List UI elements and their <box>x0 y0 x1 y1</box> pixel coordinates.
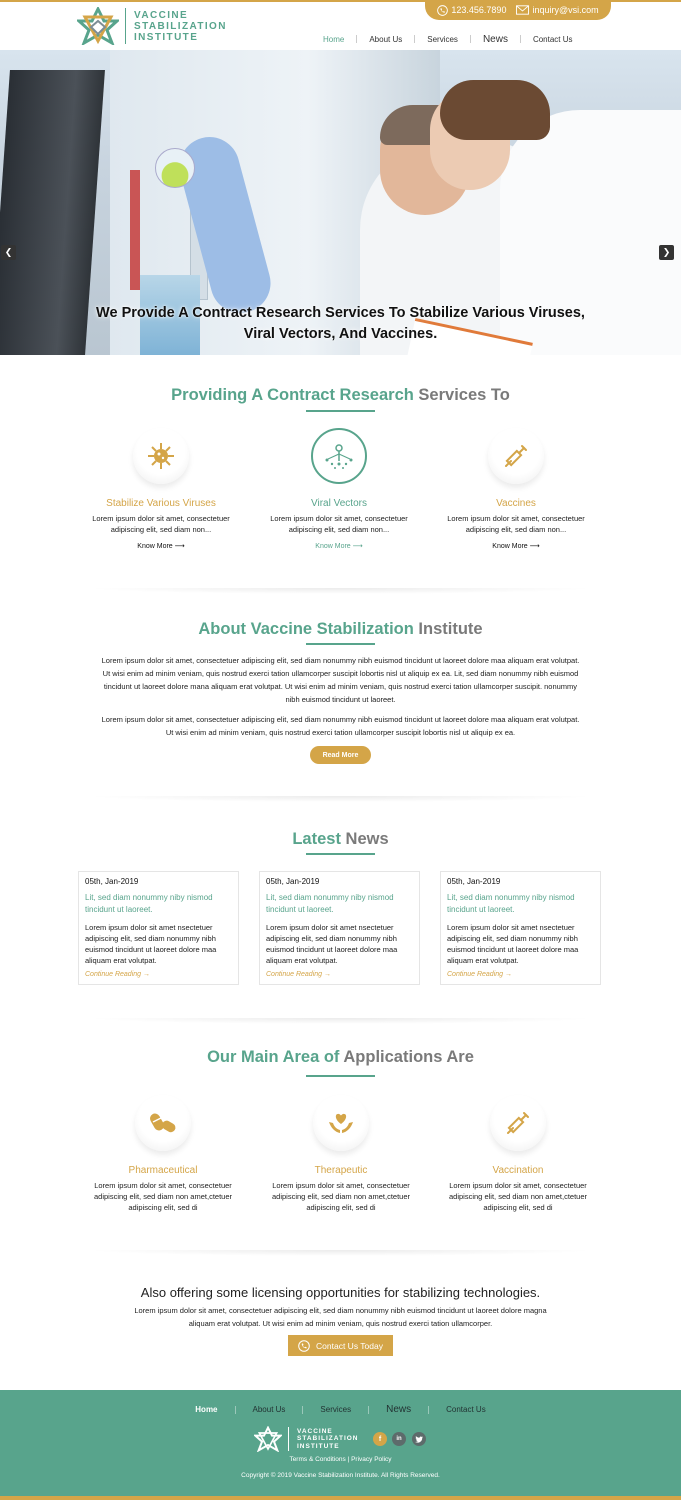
footer-nav-contact-us[interactable]: Contact Us <box>446 1405 486 1414</box>
service-title: Vaccines <box>496 498 536 509</box>
application-icon-circle <box>135 1095 191 1151</box>
read-more-button[interactable]: Read More <box>310 746 371 764</box>
continue-reading-link[interactable]: Continue Reading → <box>447 971 512 978</box>
contact-us-today-button[interactable] <box>288 1335 393 1356</box>
continue-reading-link[interactable]: Continue Reading → <box>85 971 150 978</box>
nav-home[interactable]: Home <box>323 34 345 44</box>
news-title-link[interactable]: Lit, sed diam nonummy niby nismod tincidunt ut laoreet. <box>85 893 213 914</box>
footer-copyright: Copyright © 2019 Vaccine Stabilization Institute. All Rights Reserved. <box>241 1472 440 1479</box>
application-description: Lorem ipsum dolor sit amet, consectetuer adipiscing elit, sed diam non amet,ctetuer adipiscing elit, sed di <box>94 1181 232 1212</box>
know-more-link[interactable] <box>315 542 362 550</box>
news-excerpt: Lorem ipsum dolor sit amet nsectetuer adipiscing elit, sed diam nonummy nibh euismod tincidunt ut laoreet dolore maa aliquam erat volutpat. <box>266 923 398 965</box>
about-heading <box>0 620 681 639</box>
service-description: Lorem ipsum dolor sit amet, consectetuer adipiscing elit, sed diam non... <box>92 514 230 534</box>
logo-line-3: INSTITUTE <box>134 31 199 43</box>
footer-logo[interactable] <box>254 1426 359 1452</box>
phone-link[interactable] <box>437 5 506 16</box>
email-address: inquiry@vsi.com <box>532 5 599 15</box>
logo-line-2: STABILIZATION <box>297 1435 359 1443</box>
hero-caption-line-2: Viral Vectors, And Vaccines. <box>243 326 438 342</box>
logo-line-1: VACCINE <box>297 1427 333 1435</box>
twitter-icon[interactable] <box>412 1432 426 1446</box>
email-link[interactable] <box>516 5 598 15</box>
service-card-viral-vectors <box>254 428 424 553</box>
contact-button-label: Contact Us Today <box>316 1340 383 1351</box>
flask-image <box>155 148 195 188</box>
application-card-therapeutic <box>256 1095 426 1213</box>
logo-divider <box>125 8 126 44</box>
know-more-link[interactable] <box>137 542 184 550</box>
logo-line-2: STABILIZATION <box>134 20 227 32</box>
footer-nav-about-us[interactable]: About Us <box>252 1405 286 1414</box>
twitter-bird-icon <box>415 1436 423 1443</box>
slider-next-button[interactable] <box>659 245 674 260</box>
news-date: 05th, Jan-2019 <box>447 877 501 886</box>
slider-prev-button[interactable] <box>1 245 16 260</box>
service-card-viruses <box>76 428 246 553</box>
site-footer <box>0 1390 681 1500</box>
nav-services[interactable]: Services <box>427 34 458 44</box>
logo-line-1: VACCINE <box>134 9 189 21</box>
syringe-icon <box>502 442 530 470</box>
about-paragraph-1: Lorem ipsum dolor sit amet, consectetuer adipiscing elit, sed diam nonummy nibh euismod tincidunt ut laoreet dolore maa aliquam erat volutpat. Ut wisi enim ad minim veniam, quis nostrud exerci tation ullamcorper suscipit lobortis nisl ut aliquip ex ea. Lit, sed diam nonummy nibh euismod tincidunt ut laoreet dolore mana aliquam erat volutpat. Ut wisi enim ad minim veniam, quis nostrud exerci tation ullamcorper suscipit. nonummy nibh euismod tincidunt ut laoreet. <box>101 656 580 704</box>
footer-nav-news[interactable]: News <box>386 1404 412 1415</box>
mail-icon <box>516 5 529 15</box>
chevron-left-icon: ❮ <box>4 247 13 257</box>
lab-equipment <box>130 170 140 290</box>
logo-line-3: INSTITUTE <box>297 1442 340 1450</box>
services-heading <box>0 386 681 405</box>
news-excerpt: Lorem ipsum dolor sit amet nsectetuer adipiscing elit, sed diam nonummy nibh euismod tincidunt ut laoreet dolore maa aliquam erat volutpat. <box>447 923 579 965</box>
applications-heading-highlight: Our Main Area of <box>207 1048 340 1066</box>
service-title: Viral Vectors <box>311 498 367 509</box>
main-nav <box>311 30 585 48</box>
service-card-vaccines <box>431 428 601 553</box>
know-more-label: Know More <box>137 543 173 550</box>
section-divider <box>85 796 596 802</box>
heading-underline <box>306 853 375 855</box>
about-heading-highlight: About Vaccine Stabilization <box>198 620 414 638</box>
logo-divider <box>288 1427 289 1451</box>
hero-caption-line-1: We Provide A Contract Research Services To Stabilize Various Viruses, <box>96 305 585 321</box>
application-description: Lorem ipsum dolor sit amet, consectetuer adipiscing elit, sed diam non amet,ctetuer adipiscing elit, sed di <box>449 1181 587 1212</box>
about-paragraph-2: Lorem ipsum dolor sit amet, consectetuer adipiscing elit, sed diam nonummy nibh euismod tincidunt ut laoreet dolore maa aliquam erat volutpat. Ut wisi enim ad minim veniam, quis nostrud exerci tation ullamcorper suscipit lobortis nisl ut aliquip ex ea. <box>101 715 580 737</box>
section-divider <box>85 1250 596 1256</box>
service-description: Lorem ipsum dolor sit amet, consectetuer adipiscing elit, sed diam non... <box>270 514 408 534</box>
news-date: 05th, Jan-2019 <box>266 877 320 886</box>
application-card-vaccination <box>433 1095 603 1213</box>
application-description: Lorem ipsum dolor sit amet, consectetuer adipiscing elit, sed diam non amet,ctetuer adipiscing elit, sed di <box>272 1181 410 1212</box>
pills-icon <box>148 1108 178 1138</box>
footer-nav-services[interactable]: Services <box>320 1405 352 1414</box>
hero-caption <box>0 303 681 345</box>
news-card <box>440 871 601 985</box>
section-divider <box>85 1018 596 1024</box>
service-icon-circle <box>488 428 544 484</box>
service-title: Stabilize Various Viruses <box>106 498 216 509</box>
news-excerpt: Lorem ipsum dolor sit amet nsectetuer adipiscing elit, sed diam nonummy nibh euismod tincidunt ut laoreet dolore maa aliquam erat volutpat. <box>85 923 217 965</box>
heading-underline <box>306 643 375 645</box>
nav-contact-us[interactable]: Contact Us <box>532 34 573 44</box>
services-heading-rest: Services To <box>413 386 510 404</box>
viral-vector-icon <box>322 441 356 471</box>
application-card-pharmaceutical <box>78 1095 248 1213</box>
nav-about-us[interactable]: About Us <box>369 34 403 44</box>
heading-underline <box>306 1075 375 1077</box>
know-more-label: Know More <box>315 543 351 550</box>
application-icon-circle <box>313 1095 369 1151</box>
logo-star-icon <box>77 7 119 45</box>
arrow-right-icon: ⟶ <box>529 543 540 550</box>
footer-nav <box>0 1404 681 1415</box>
facebook-icon[interactable]: f <box>373 1432 387 1446</box>
nav-news[interactable]: News <box>482 33 508 45</box>
hero-slider <box>0 50 681 355</box>
service-description: Lorem ipsum dolor sit amet, consectetuer adipiscing elit, sed diam non... <box>447 514 585 534</box>
site-logo[interactable] <box>77 7 227 45</box>
news-date: 05th, Jan-2019 <box>85 877 139 886</box>
section-divider <box>85 588 596 594</box>
logo-star-icon <box>254 1426 282 1452</box>
chevron-right-icon: ❯ <box>662 247 671 257</box>
application-icon-circle <box>490 1095 546 1151</box>
linkedin-icon[interactable]: in <box>392 1432 406 1446</box>
phone-number: 123.456.7890 <box>451 5 507 15</box>
logo-text <box>134 10 227 43</box>
news-heading-rest: News <box>340 830 389 848</box>
applications-heading-rest: Applications Are <box>339 1048 474 1066</box>
application-title: Vaccination <box>492 1165 544 1176</box>
application-title: Therapeutic <box>314 1165 368 1176</box>
heading-underline <box>306 410 375 412</box>
news-card <box>259 871 420 985</box>
footer-logo-text <box>297 1428 359 1451</box>
service-icon-circle <box>311 428 367 484</box>
know-more-label: Know More <box>492 543 528 550</box>
footer-legal-links[interactable]: Terms & Conditions | Privacy Policy <box>289 1456 392 1463</box>
phone-icon <box>298 1340 310 1352</box>
arrow-right-icon: ⟶ <box>352 543 363 550</box>
know-more-link[interactable] <box>492 542 539 550</box>
services-heading-highlight: Providing A Contract Research <box>171 386 414 404</box>
scientist-hair <box>440 80 550 140</box>
licensing-text: Lorem ipsum dolor sit amet, consectetuer adipiscing elit, sed diam nonummy nibh euismod tincidunt ut laoreet dolore magna aliquam erat volutpat. Ut wisi enim ad minim veniam, quis nostrud exerci tation ullamcorper. <box>134 1306 547 1328</box>
contact-bar <box>425 0 611 20</box>
news-title-link[interactable]: Lit, sed diam nonummy niby nismod tincidunt ut laoreet. <box>266 893 394 914</box>
application-title: Pharmaceutical <box>128 1165 198 1176</box>
syringe-icon <box>504 1109 532 1137</box>
applications-heading <box>0 1048 681 1067</box>
virus-icon <box>146 441 176 471</box>
about-heading-rest: Institute <box>413 620 483 638</box>
service-icon-circle <box>133 428 189 484</box>
continue-reading-link[interactable]: Continue Reading → <box>266 971 331 978</box>
footer-nav-home[interactable]: Home <box>195 1405 218 1414</box>
news-card <box>78 871 239 985</box>
arrow-right-icon: ⟶ <box>174 543 185 550</box>
news-heading-highlight: Latest <box>292 830 341 848</box>
phone-icon <box>437 5 448 16</box>
licensing-heading: Also offering some licensing opportunities for stabilizing technologies. <box>140 1285 541 1300</box>
news-heading <box>0 830 681 849</box>
bottom-accent-line <box>0 1496 681 1500</box>
news-title-link[interactable]: Lit, sed diam nonummy niby nismod tincidunt ut laoreet. <box>447 893 575 914</box>
heart-hands-icon <box>326 1108 356 1138</box>
